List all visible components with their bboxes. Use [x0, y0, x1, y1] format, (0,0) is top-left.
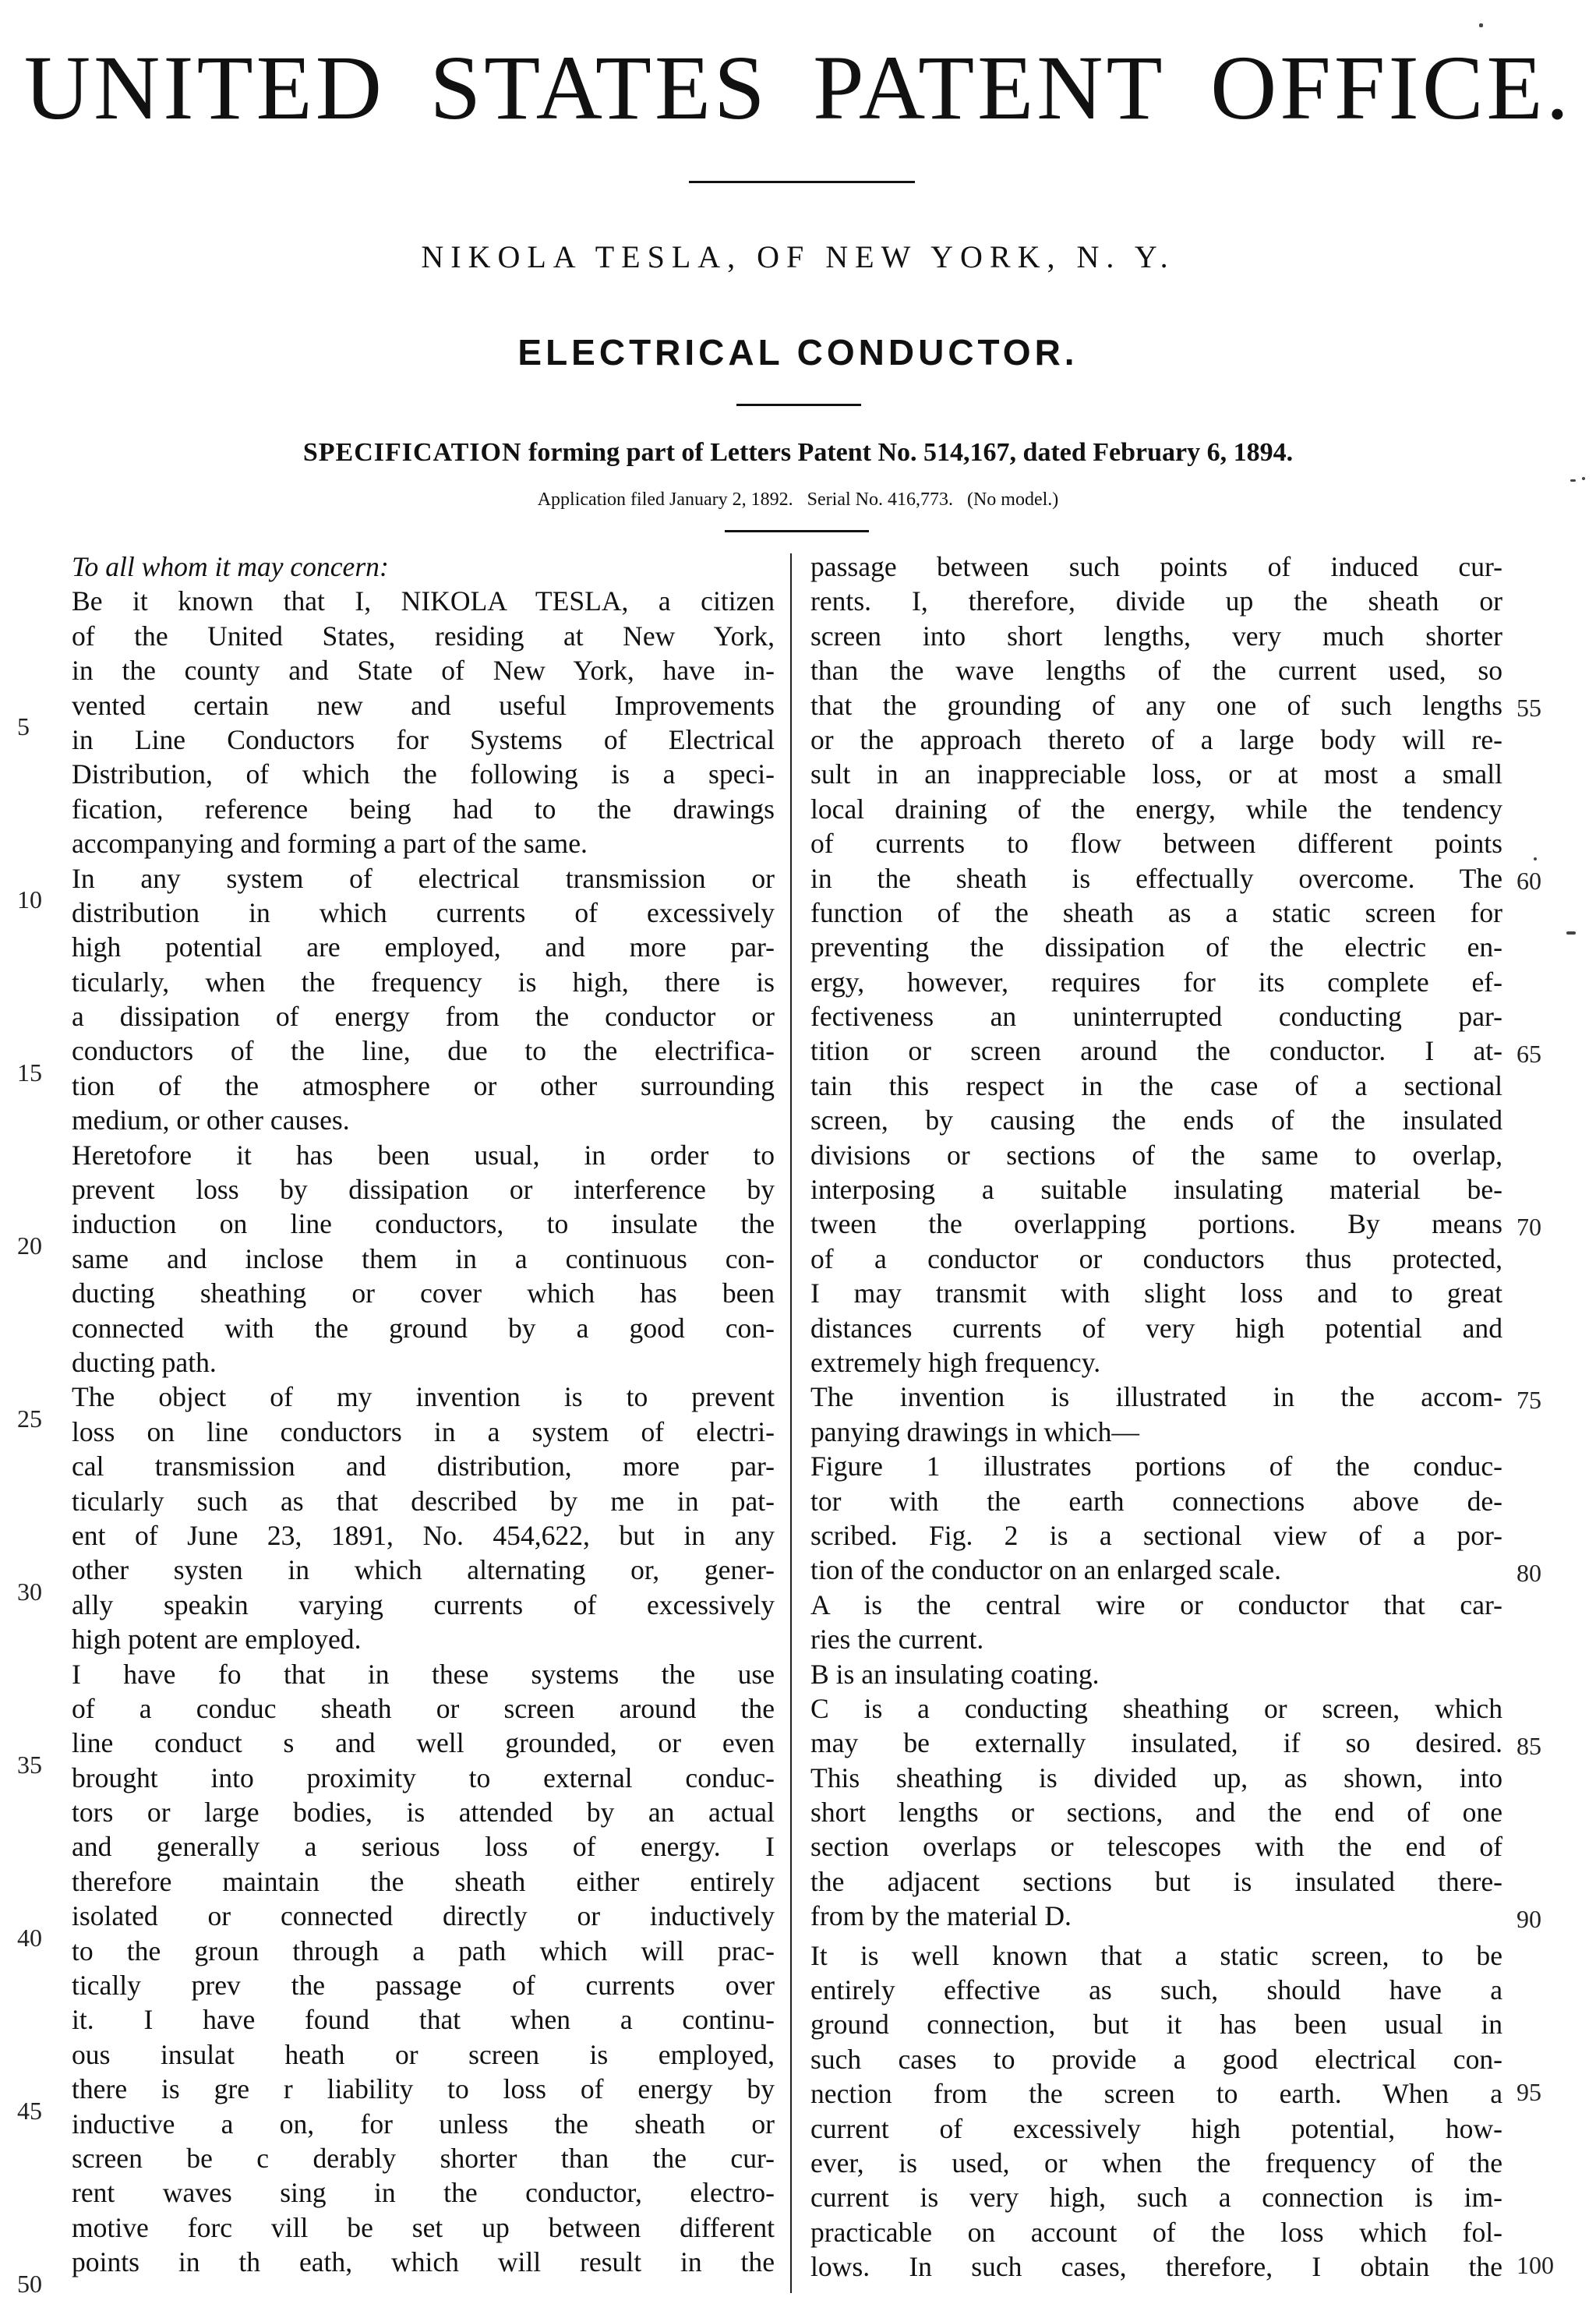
text-line: ergy, however, requires for its complete ef- [810, 966, 1502, 998]
text-line: fication, reference being had to the drawings [72, 793, 775, 825]
text-line: preventing the dissipation of the electric en- [810, 931, 1502, 963]
text-line: tion of the atmosphere or other surrounding [72, 1069, 775, 1101]
text-line: interposing a suitable insulating material be- [810, 1174, 1502, 1206]
text-line: I have fo that in these systems the use [72, 1658, 775, 1690]
line-number: 15 [17, 1058, 42, 1087]
office-title [0, 37, 1596, 139]
text-line: screen into short lengths, very much shorter [810, 620, 1502, 652]
text-line: It is well known that a static screen, to be [810, 1939, 1502, 1971]
text-line: accompanying and forming a part of the same. [72, 828, 588, 860]
text-line: The object of my invention is to prevent [72, 1381, 775, 1413]
text-line: points in th eath, which will result in the [72, 2246, 775, 2278]
text-line: current of excessively high potential, how- [810, 2112, 1502, 2144]
specification-line [0, 438, 1596, 468]
text-line: fectiveness an uninterrupted conducting par- [810, 1001, 1502, 1033]
text-line: tition or screen around the conductor. I at- [810, 1035, 1502, 1067]
text-line: function of the sheath as a static screen for [810, 896, 1502, 928]
office-title-word-1: UNITED [23, 37, 385, 139]
text-line: therefore maintain the sheath either entirely [72, 1865, 775, 1897]
office-title-word-2: STATES [429, 37, 768, 139]
application-model: (No model.) [966, 489, 1059, 510]
speck [1570, 479, 1576, 482]
text-line: B is an insulating coating. [810, 1658, 1100, 1690]
text-line: tically prev the passage of currents over [72, 1970, 775, 2002]
inventor-line: NIKOLA TESLA, OF NEW YORK, N. Y. [421, 239, 1175, 274]
text-line: ticularly such as that described by me in pat- [72, 1485, 775, 1517]
text-line: may be externally insulated, if so desired. [810, 1727, 1502, 1759]
line-number: 55 [1517, 694, 1541, 722]
text-line: the adjacent sections but is insulated there- [810, 1865, 1502, 1897]
text-line: section overlaps or telescopes with the end of [810, 1831, 1502, 1863]
text-line: or the approach thereto of a large body will re- [810, 723, 1502, 755]
text-line: a dissipation of energy from the conductor or [72, 1001, 775, 1033]
text-line: inductive a on, for unless the sheath or [72, 2108, 775, 2140]
text-line: tween the overlapping portions. By means [810, 1208, 1502, 1240]
text-line: loss on line conductors in a system of electri- [72, 1415, 775, 1447]
title-rule-2 [736, 404, 861, 406]
text-line: it. I have found that when a continu- [72, 2004, 775, 2036]
line-number: 40 [17, 1924, 42, 1952]
text-line: from by the material D. [810, 1900, 1072, 1932]
speck [1479, 23, 1483, 27]
text-line: cal transmission and distribution, more par- [72, 1451, 775, 1482]
text-line: Distribution, of which the following is a speci- [72, 758, 775, 790]
title-rule-1 [689, 181, 915, 183]
line-number: 45 [17, 2097, 42, 2125]
text-line: prevent loss by dissipation or interference by [72, 1174, 775, 1206]
line-number: 85 [1517, 1732, 1541, 1760]
text-line: line conduct s and well grounded, or even [72, 1727, 775, 1759]
text-line: distances currents of very high potential and [810, 1312, 1502, 1344]
text-line: entirely effective as such, should have a [810, 1974, 1502, 2006]
text-line: of a conductor or conductors thus protected, [810, 1242, 1502, 1274]
text-line: of the United States, residing at New York, [72, 620, 775, 652]
text-line: same and inclose them in a continuous con- [72, 1242, 775, 1274]
text-line: panying drawings in which— [810, 1415, 1139, 1447]
title-rule-3 [725, 530, 869, 532]
application-line [0, 489, 1596, 511]
application-filed: Application filed January 2, 1892. [537, 489, 793, 510]
text-line: rents. I, therefore, divide up the sheath or [810, 585, 1502, 617]
text-line: high potent are employed. [72, 1624, 362, 1656]
invention-title: ELECTRICAL CONDUCTOR. [517, 332, 1079, 373]
text-line: ducting path. [72, 1346, 217, 1378]
text-line: in the sheath is effectually overcome. The [810, 862, 1502, 894]
text-line: induction on line conductors, to insulate the [72, 1208, 775, 1240]
specification-label: SPECIFICATION [302, 438, 522, 467]
text-line: practicable on account of the loss which fol- [810, 2216, 1502, 2248]
text-line: brought into proximity to external conduc- [72, 1762, 775, 1793]
text-line: ground connection, but it has been usual in [810, 2009, 1502, 2041]
column-divider [790, 553, 792, 2293]
text-line: to the groun through a path which will prac- [72, 1935, 775, 1966]
text-line: ticularly, when the frequency is high, there is [72, 966, 775, 998]
text-line: ducting sheathing or cover which has been [72, 1277, 775, 1309]
text-line: other systen in which alternating or, gener- [72, 1554, 775, 1586]
text-line: ries the current. [810, 1624, 984, 1656]
text-line: local draining of the energy, while the tendency [810, 793, 1502, 825]
line-number: 35 [17, 1751, 42, 1779]
line-number: 80 [1517, 1559, 1541, 1587]
text-line: of currents to flow between different points [810, 828, 1502, 860]
line-number: 5 [17, 712, 30, 740]
line-number: 95 [1517, 2078, 1541, 2106]
text-line: and generally a serious loss of energy. I [72, 1831, 775, 1863]
line-number: 75 [1517, 1386, 1541, 1414]
line-number: 60 [1517, 867, 1541, 895]
speck [1566, 931, 1576, 935]
line-number: 100 [1517, 2251, 1554, 2279]
left-column [72, 549, 775, 2280]
text-line: medium, or other causes. [72, 1104, 350, 1136]
text-line: that the grounding of any one of such lengths [810, 689, 1502, 721]
text-line: In any system of electrical transmission or [72, 862, 775, 894]
line-number: 90 [1517, 1905, 1541, 1933]
line-number: 25 [17, 1405, 42, 1433]
text-line: there is gre r liability to loss of energy by [72, 2073, 775, 2105]
text-line: short lengths or sections, and the end of one [810, 1797, 1502, 1829]
text-line: connected with the ground by a good con- [72, 1312, 775, 1344]
text-line: conductors of the line, due to the electrifica- [72, 1035, 775, 1067]
text-line: Be it known that I, NIKOLA TESLA, a citizen [72, 585, 775, 617]
line-number: 50 [17, 2270, 42, 2298]
text-line: passage between such points of induced cur- [810, 551, 1502, 582]
text-line: of a conduc sheath or screen around the [72, 1692, 775, 1724]
line-number: 20 [17, 1231, 42, 1260]
text-line: To all whom it may concern: [72, 551, 389, 582]
text-line: nection from the screen to earth. When a [810, 2078, 1502, 2110]
text-line: ous insulat heath or screen is employed, [72, 2038, 775, 2070]
text-line: tor with the earth connections above de- [810, 1485, 1502, 1517]
text-line: isolated or connected directly or inductively [72, 1900, 775, 1932]
text-line: This sheathing is divided up, as shown, into [810, 1762, 1502, 1793]
text-line: C is a conducting sheathing or screen, which [810, 1692, 1502, 1724]
office-title-word-3: PATENT [813, 37, 1166, 139]
text-line: such cases to provide a good electrical con- [810, 2043, 1502, 2075]
text-line: extremely high frequency. [810, 1346, 1101, 1378]
text-line: ever, is used, or when the frequency of the [810, 2147, 1502, 2178]
text-line: Heretofore it has been usual, in order to [72, 1139, 775, 1171]
text-line: motive forc vill be set up between different [72, 2211, 775, 2243]
line-number: 65 [1517, 1040, 1541, 1068]
speck [1534, 857, 1537, 860]
text-line: screen, by causing the ends of the insulated [810, 1104, 1502, 1136]
text-line: The invention is illustrated in the accom- [810, 1381, 1502, 1413]
office-title-word-4: OFFICE. [1210, 37, 1573, 139]
text-line: tain this respect in the case of a sectional [810, 1069, 1502, 1101]
text-line: than the wave lengths of the current used, so [810, 655, 1502, 687]
text-line: current is very high, such a connection is im- [810, 2182, 1502, 2214]
right-column [810, 549, 1502, 2284]
line-number: 30 [17, 1578, 42, 1606]
text-line: A is the central wire or conductor that car- [810, 1588, 1502, 1620]
text-line: tion of the conductor on an enlarged scale. [810, 1554, 1281, 1586]
text-line: scribed. Fig. 2 is a sectional view of a por- [810, 1519, 1502, 1551]
specification-text: forming part of Letters Patent No. 514,167, dated February 6, 1894. [528, 438, 1294, 467]
text-line: distribution in which currents of excessively [72, 896, 775, 928]
text-line: in Line Conductors for Systems of Electrical [72, 723, 775, 755]
text-line: high potential are employed, and more par- [72, 931, 775, 963]
text-line: in the county and State of New York, have in- [72, 655, 775, 687]
text-line: ally speakin varying currents of excessively [72, 1588, 775, 1620]
text-line: vented certain new and useful Improvements [72, 689, 775, 721]
text-line: divisions or sections of the same to overlap, [810, 1139, 1502, 1171]
text-line: screen be c derably shorter than the cur- [72, 2142, 775, 2174]
line-number: 70 [1517, 1213, 1541, 1241]
text-line: ent of June 23, 1891, No. 454,622, but in any [72, 1519, 775, 1551]
text-line: Figure 1 illustrates portions of the conduc- [810, 1451, 1502, 1482]
text-line: lows. In such cases, therefore, I obtain the [810, 2251, 1502, 2283]
text-line: rent waves sing in the conductor, electro- [72, 2177, 775, 2209]
text-line: tors or large bodies, is attended by an actual [72, 1797, 775, 1829]
speck [1582, 477, 1585, 480]
text-line: I may transmit with slight loss and to great [810, 1277, 1502, 1309]
application-serial: Serial No. 416,773. [807, 489, 953, 510]
line-number: 10 [17, 885, 42, 913]
text-line: sult in an inappreciable loss, or at most a small [810, 758, 1502, 790]
